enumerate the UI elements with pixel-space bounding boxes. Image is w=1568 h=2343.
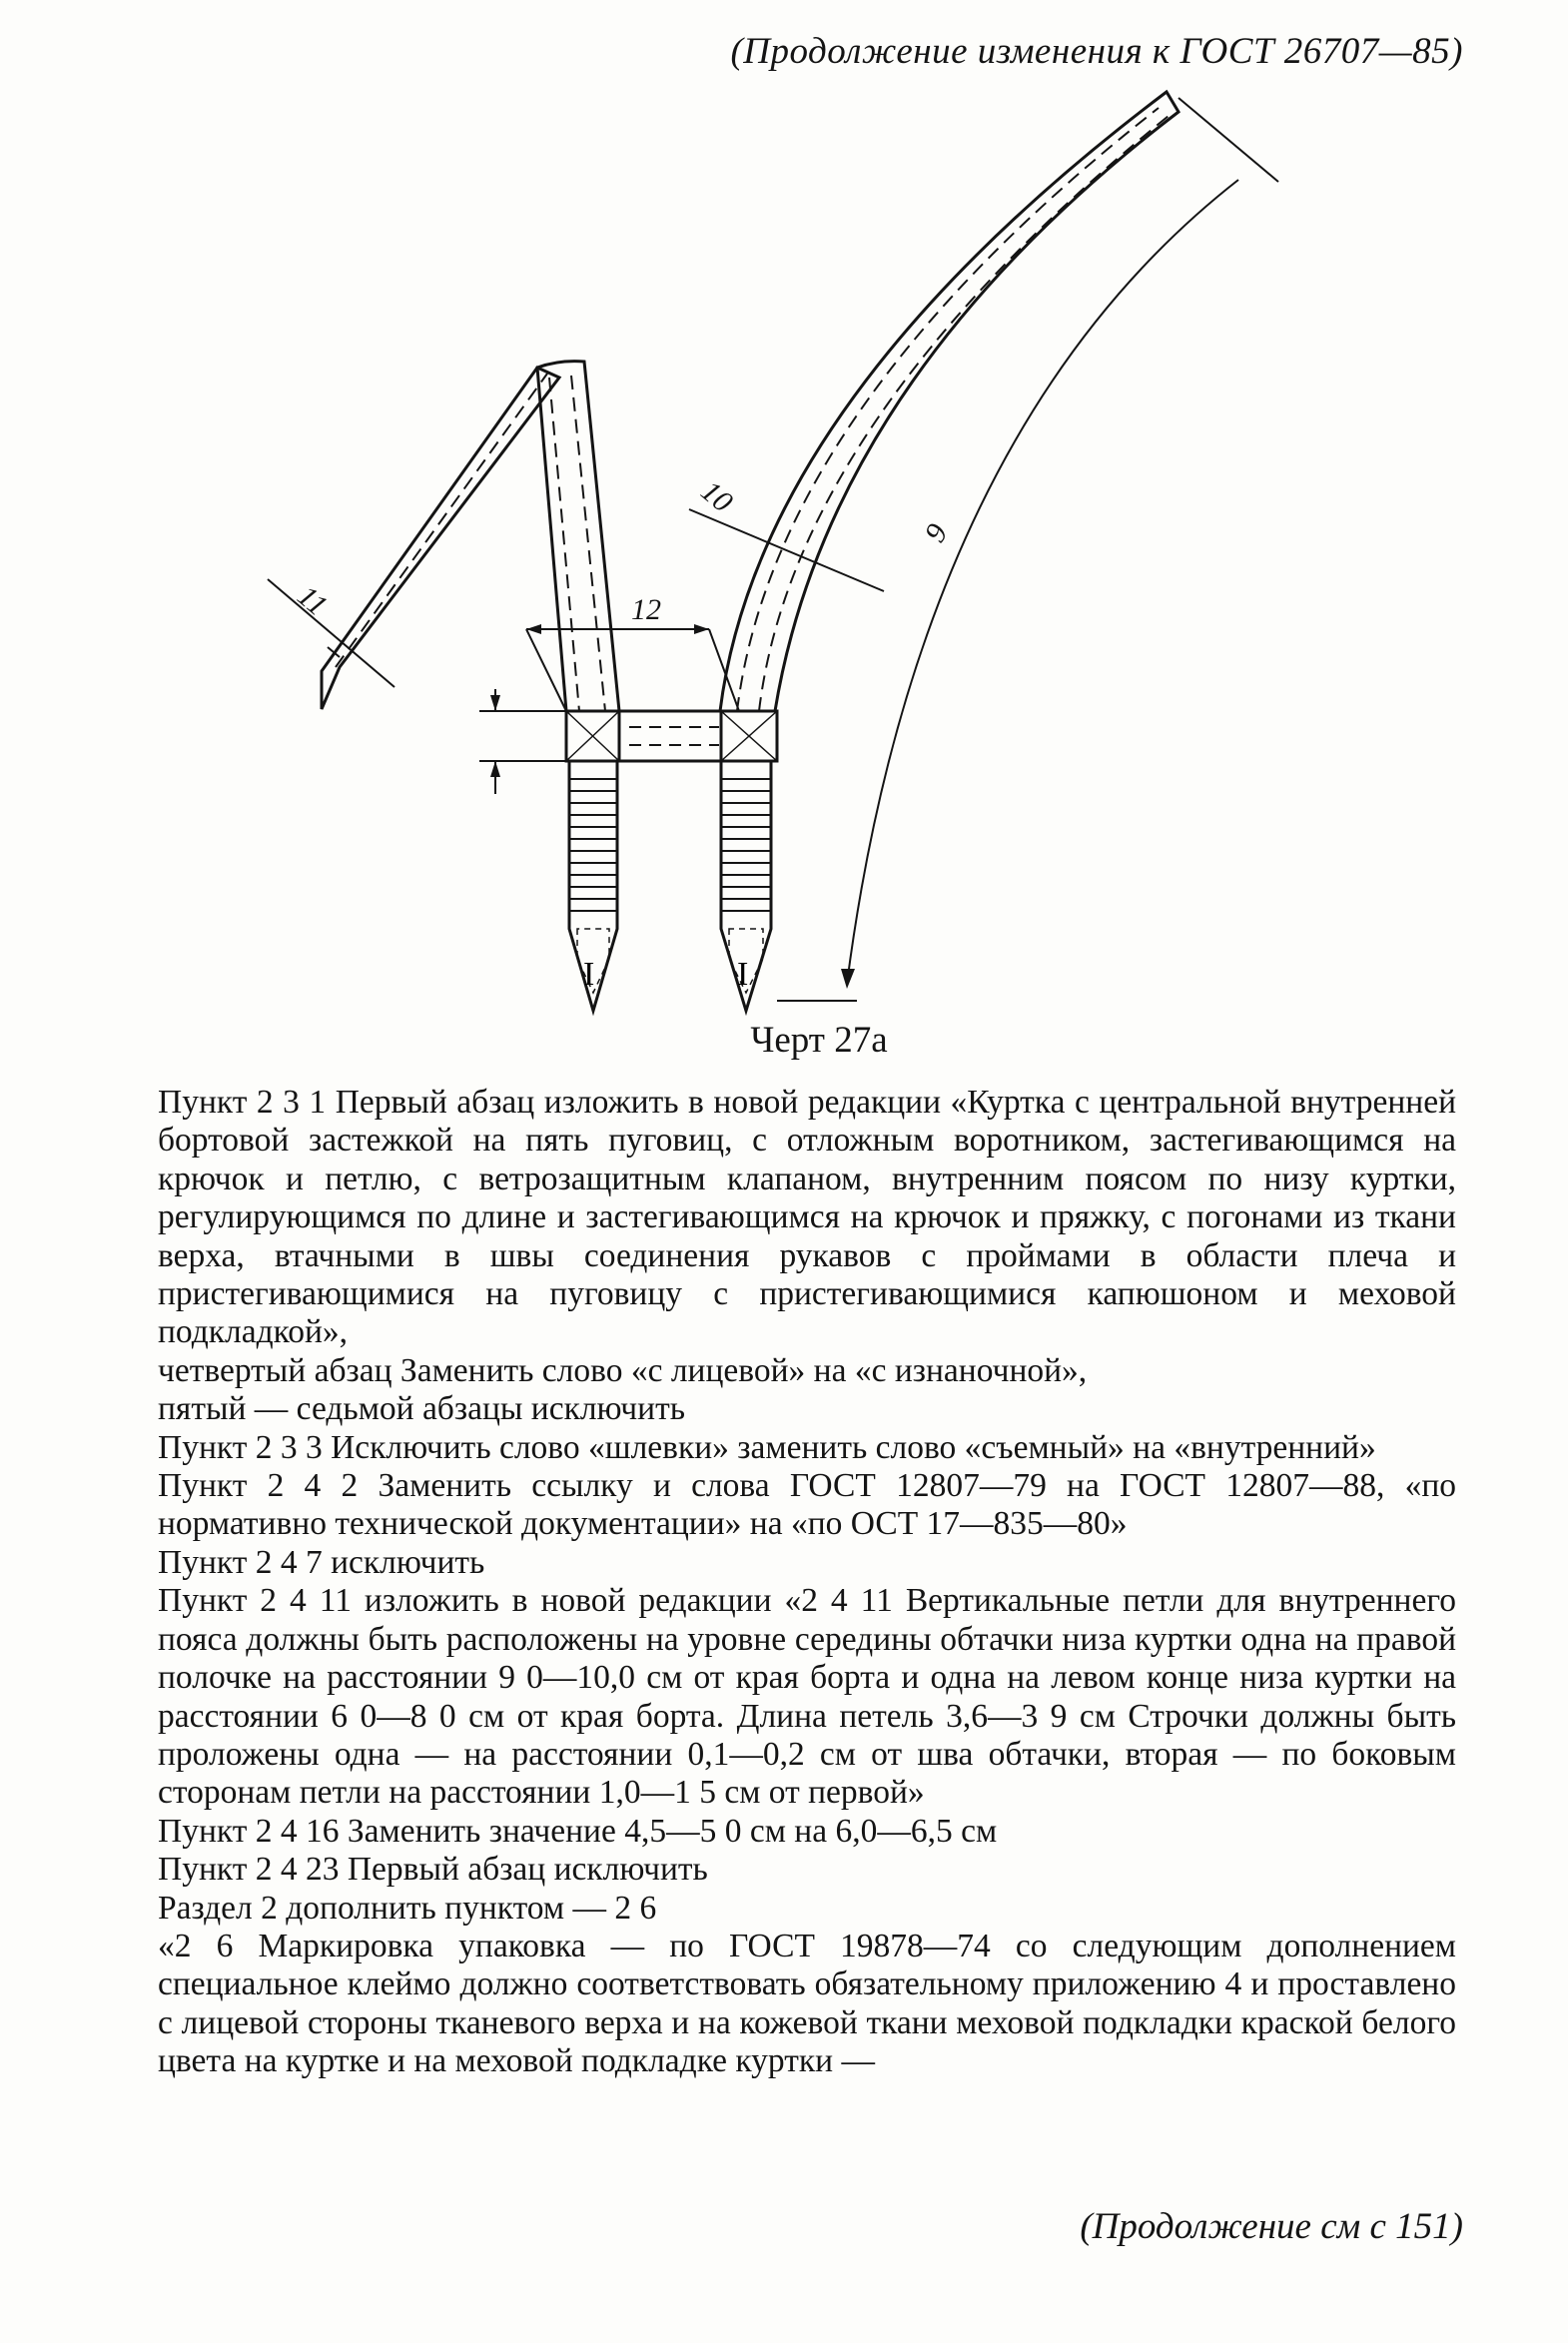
paragraph: Раздел 2 дополнить пунктом — 2 6	[158, 1889, 657, 1927]
paragraph: Пункт 2 4 23 Первый абзац исключить	[158, 1851, 708, 1889]
paragraph: Пункт 2 4 7 исключить	[158, 1543, 485, 1581]
amendment-text	[158, 1084, 1456, 2081]
page-footer: (Продолжение см с 151)	[1080, 2206, 1463, 2247]
paragraph: пятый — седьмой абзацы исключить	[158, 1390, 686, 1428]
dimension-arc-9	[847, 180, 1238, 984]
left-vertical-strip	[537, 362, 619, 711]
paragraph: Пункт 2 4 2 Заменить ссылку и слова ГОСТ 12807—79 на ГОСТ 12807—88, «по нормативно технической документации» на «по ОСТ 17—835—80»	[158, 1467, 1456, 1543]
page-header: (Продолжение изменения к ГОСТ 26707—85)	[730, 31, 1463, 72]
dimension-label-12: 12	[631, 593, 661, 626]
paragraph: Пункт 2 3 1 Первый абзац изложить в новой редакции «Куртка с центральной внутренней бортовой застежкой на пять пуговиц, с отложным воротником, застегивающимся на крючок и петлю, с ветрозащитным клапаном, внутренним поясом по низу куртки, регулирующимся по длине и застегивающимся на крючок и пряжку, с погонами из ткани верха, втачными в швы соединения рукавов с проймами в области плеча и пристегивающимися на пуговицу с пристегивающимися капюшоном и меховой подкладкой»,	[158, 1084, 1456, 1351]
dimension-label-11: 11	[291, 579, 334, 623]
paragraph: Пункт 2 4 11 изложить в новой редакции «2 4 11 Вертикальные петли для внутреннего пояса должны быть расположены на уровне середины обтачки низа куртки одна на правой полочке на расстоянии 9 0—10,0 см от края борта и одна на левом конце низа куртки на расстоянии 6 0—8 0 см от края борта. Длина петель 3,6—3 9 см Строчки должны быть проложены одна — на расстоянии 0,1—0,2 см от шва обтачки, вторая — по боковым сторонам петли на расстоянии 1,0—1 5 см от первой»	[158, 1582, 1456, 1812]
left-tab-marker: I	[583, 956, 595, 993]
left-strap-stitch	[336, 374, 547, 667]
paragraph: Пункт 2 3 3 Исключить слово «шлевки» заменить слово «съемный» на «внутренний»	[158, 1428, 1376, 1466]
technical-drawing	[0, 0, 1568, 1059]
right-tab-marker: I	[737, 956, 749, 993]
connector-bar	[566, 711, 777, 761]
dimension-label-9: 9	[918, 518, 955, 548]
paragraph: четвертый абзац Заменить слово «с лицевой» на «с изнаночной»,	[158, 1351, 1088, 1389]
figure-caption: Черт 27а	[750, 1020, 888, 1061]
paragraph: «2 6 Маркировка упаковка — по ГОСТ 19878—74 со следующим дополнением специальное клеймо должно соответствовать обязательному приложению 4 и проставлено с лицевой стороны тканевого верха и на кожевой ткани меховой подкладки краской белого цвета на куртке и на меховой подкладке куртки —	[158, 1927, 1456, 2080]
right-curved-strip	[720, 92, 1178, 711]
left-strap	[322, 368, 559, 709]
dimension-label-10: 10	[694, 474, 739, 519]
paragraph: Пункт 2 4 16 Заменить значение 4,5—5 0 см на 6,0—6,5 см	[158, 1812, 998, 1850]
